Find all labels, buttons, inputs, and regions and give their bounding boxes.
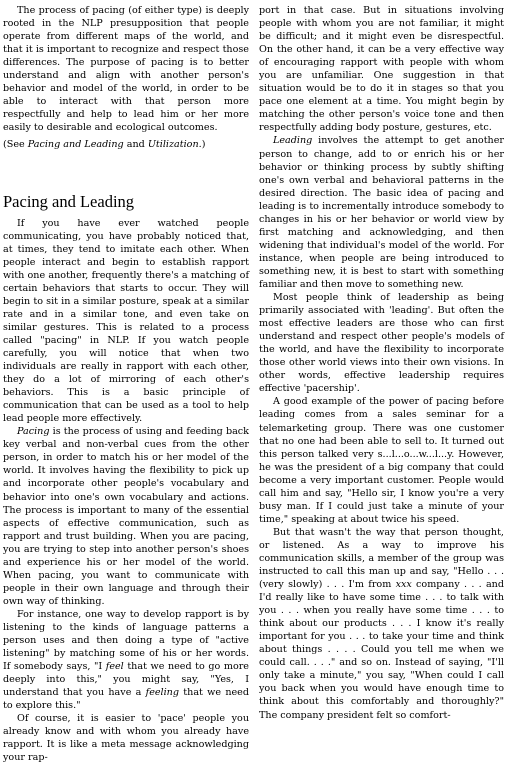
instance-text-b: that we need to go more deeply into this," you might say, "Yes, I understand that you have a xyxy=(3,661,249,699)
instance-text-a: For instance, one way to develop rapport is by listening to the kinds of language patterns a person uses and then doing a type of "active listening" by matching some of his or her words. If somebody says, "I xyxy=(3,608,249,673)
instance-feeling-term: feeling xyxy=(145,687,180,699)
paragraph-communicating: If you have ever watched people communicating, you have probably noticed that, at times, they tend to imitate each other. When people interact and begin to establish rapport with one another, frequently there's a matching of certain behaviors that starts to occur. They will begin to sit in a similar posture, speak at a similar rate and in a similar tone, and even take on similar gestures. This is related to a process called "pacing" in NLP. If you watch people carefully, you will notice that when two individuals are really in rapport with each other, they do a lot of mirroring of each other's behaviors. This is a basic principle of communication that can be used as a tool to help lead people more effectively. xyxy=(3,217,249,425)
paragraph-phone-call xyxy=(259,526,504,722)
see-also-note xyxy=(3,138,249,151)
section-heading: Pacing and Leading xyxy=(3,191,135,211)
paragraph-of-course: Of course, it is easier to 'pace' people you already know and with whom you already have rapport. It is like a meta message acknowledging your rap- xyxy=(3,713,249,764)
see-also-and: and xyxy=(123,139,148,151)
intro-paragraph: The process of pacing (of either type) is deeply rooted in the NLP presupposition that people operate from different maps of the world, and that it is important to recognize and respect those differences. The purpose of pacing is to better understand and align with another person's behavior and model of the world, in order to be able to interact with that person more respectfully and help to lead him or her more easily to desirable and ecological outcomes. xyxy=(3,5,249,134)
see-also-term-pacing-and-leading: Pacing and Leading xyxy=(27,139,124,151)
paragraph-sales-example: A good example of the power of pacing before leading comes from a sales seminar for a telemarketing group. There was one customer that no one had been able to sell to. It turned out this person talked very s...l...o...w...l...y. However, he was the president of a big company that could become a very important customer. People would call him and say, "Hello sir, I know you're a very busy man. If I could just take a minute of your time," speaking at about twice his speed. xyxy=(259,396,504,525)
paragraph-continued: port in that case. But in situations involving people with whom you are not familiar, it might be difficult; and it might even be disrespectful. On the other hand, it can be a very effective way of encouraging rapport with people with whom you are unfamiliar. One suggestion in that situation would be to do it in stages so that you pace one element at a time. You might begin by matching the other person's voice tone and then respectfully adding body posture, gestures, etc. xyxy=(259,5,504,134)
leading-definition-text: involves the attempt to get another person to change, add to or enrich his or her behavior or thinking process by subtly shifting one's own verbal and behavioral patterns in the desired direction. The basic idea of pacing and leading is to incrementally introduce somebody to changes in his or her behavior or world view by first matching and acknowledging, and then widening that individual's model of the world. For instance, when people are being introduced to something new, it is best to start with something familiar and then move to something new. xyxy=(259,135,504,290)
paragraph-instance xyxy=(3,608,249,712)
left-column xyxy=(3,4,249,764)
paragraph-leadership: Most people think of leadership as being primarily associated with 'leading'. But often the most effective leaders are those who can first understand and respect other people's models of the world, and have the flexibility to incorporate those other world views into their own visions. In other words, effective leadership requires effective 'pacership'. xyxy=(259,292,504,395)
see-also-suffix: .) xyxy=(198,139,206,151)
paragraph-pacing-definition xyxy=(3,425,249,608)
see-also-prefix: (See xyxy=(3,139,28,151)
right-column xyxy=(259,4,504,722)
instance-text-c: that we need to explore this." xyxy=(3,687,250,712)
paragraph-leading-definition xyxy=(259,134,504,291)
pacing-definition-text: is the process of using and feeding back key verbal and non-verbal cues from the other person, in order to match his or her model of the world. It involves having the flexibility to pick up and incorporate other people's vocabulary and behavior into one's own vocabulary and actions. The process is important to many of the essential aspects of effective communication, such as rapport and trust building. When you are pacing, you are trying to step into another person's shoes and experience his or her model of the world. When pacing, you want to communicate with people in their own language and through their own way of thinking. xyxy=(3,426,249,607)
leading-term: Leading xyxy=(273,135,313,147)
see-also-term-utilization: Utilization xyxy=(147,139,199,151)
phone-call-text-b: company . . . and I'd really like to have some time . . . to talk with you . . . when you really have some time . . . to think about our products . . . I know it's really important for you . . . to take your time and think about things . . . . Could you tell me when we could call. . . ." and so on. Instead of saying, "I'll only take a minute," you say, "When could I call you back when you would have enough time to think about this comfortably and thoroughly?" The company president felt so comfort- xyxy=(259,579,504,721)
instance-feel-term: feel xyxy=(105,661,124,673)
phone-call-text-a: But that wasn't the way that person thought, or listened. As a way to improve his communication skills, a member of the group was instructed to call this man up and say, "Hello . . . (very slowly) . . . I'm from xyxy=(259,526,504,591)
company-placeholder: xxx xyxy=(395,579,412,591)
pacing-term: Pacing xyxy=(17,426,50,438)
